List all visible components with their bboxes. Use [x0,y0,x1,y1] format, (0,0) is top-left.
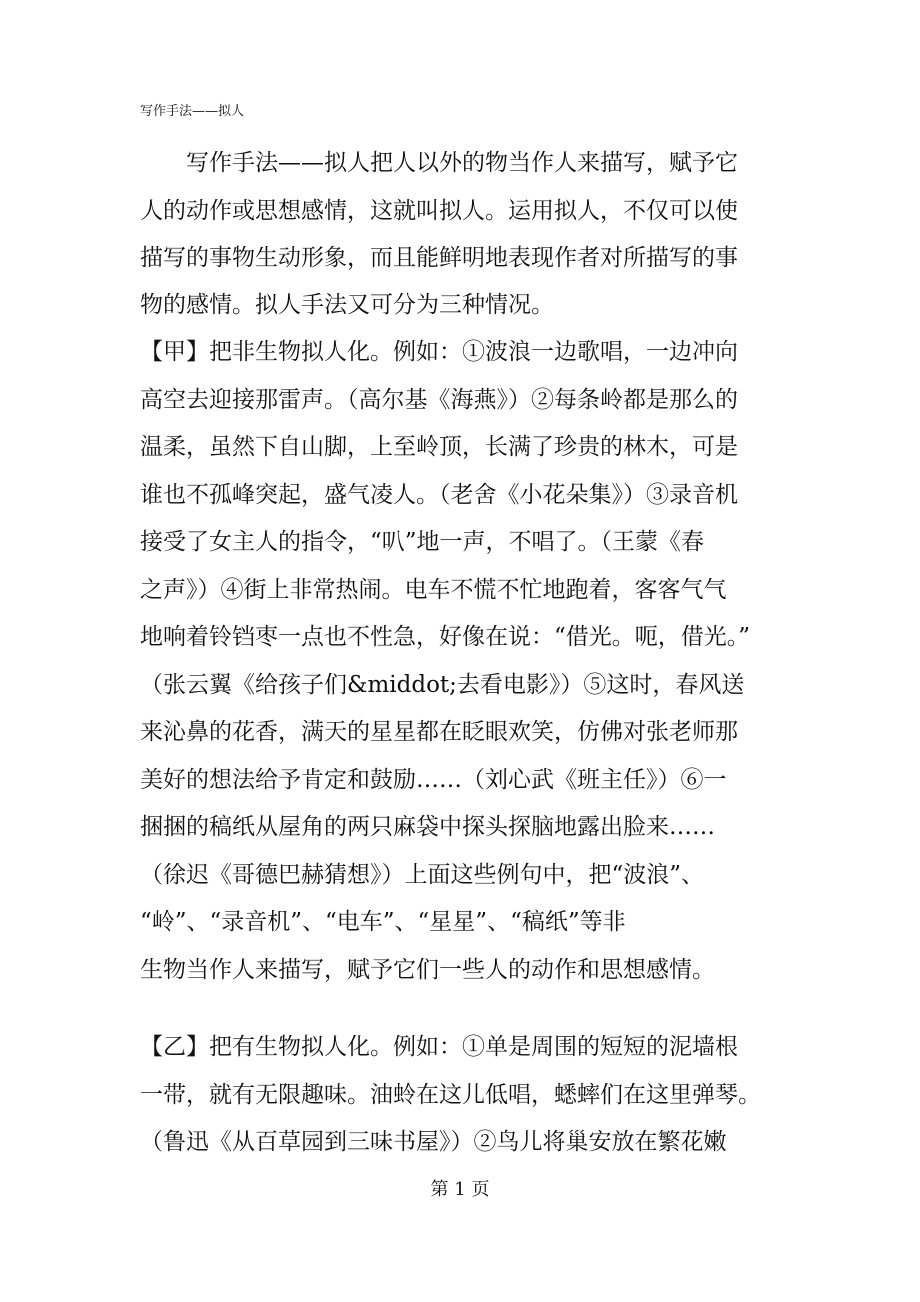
body-line: 谁也不孤峰突起，盛气凌人。（老舍《小花朵集》）③录音机 [140,482,738,508]
body-line: 物的感情。拟人手法又可分为三种情况。 [140,292,554,318]
body-line: （徐迟《哥德巴赫猜想》）上面这些例句中，把“波浪”、 [140,862,705,888]
body-line: 来沁鼻的花香，满天的星星都在眨眼欢笑，仿佛对张老师那 [140,719,738,745]
page-number: 第 1 页 [430,1179,490,1200]
document-header-title: 写作手法——拟人 [140,104,245,119]
body-line: “岭”、“录音机”、“电车”、“星星”、“稿纸”等非 [140,909,626,935]
body-line: 生物当作人来描写，赋予它们一些人的动作和思想感情。 [140,957,715,983]
body-line: 地响着铃铛枣一点也不性急，好像在说：“借光。呃，借光。” [140,624,751,650]
body-line: 美好的想法给予肯定和鼓励……（刘心武《班主任》）⑥一 [140,767,727,793]
body-line: 写作手法——拟人把人以外的物当作人来描写，赋予它 [140,150,738,176]
body-line: 一带，就有无限趣味。油蛉在这儿低唱，蟋蟀们在这里弹琴。 [140,1082,761,1108]
body-line: （张云翼《给孩子们&middot;去看电影》）⑤这时，春风送 [140,672,745,698]
body-line: 高空去迎接那雷声。（高尔基《海燕》）②每条岭都是那么的 [140,387,738,413]
body-line: 之声》）④街上非常热闹。电车不慌不忙地跑着，客客气气 [140,577,727,603]
body-line: （鲁迅《从百草园到三味书屋》）②鸟儿将巢安放在繁花嫩 [140,1129,727,1155]
body-line: 描写的事物生动形象，而且能鲜明地表现作者对所描写的事 [140,245,738,271]
body-line: 人的动作或思想感情，这就叫拟人。运用拟人，不仅可以使 [140,198,738,224]
body-line: 【甲】把非生物拟人化。例如：①波浪一边歌唱，一边冲向 [140,339,738,365]
body-line: 接受了女主人的指令，“叭”地一声，不唱了。（王蒙《春 [140,529,705,555]
body-line: 【乙】把有生物拟人化。例如：①单是周围的短短的泥墙根 [140,1034,738,1060]
body-line: 捆捆的稿纸从屋角的两只麻袋中探头探脑地露出脸来…… [140,814,715,840]
body-line: 温柔，虽然下自山脚，上至岭顶，长满了珍贵的林木，可是 [140,434,738,460]
